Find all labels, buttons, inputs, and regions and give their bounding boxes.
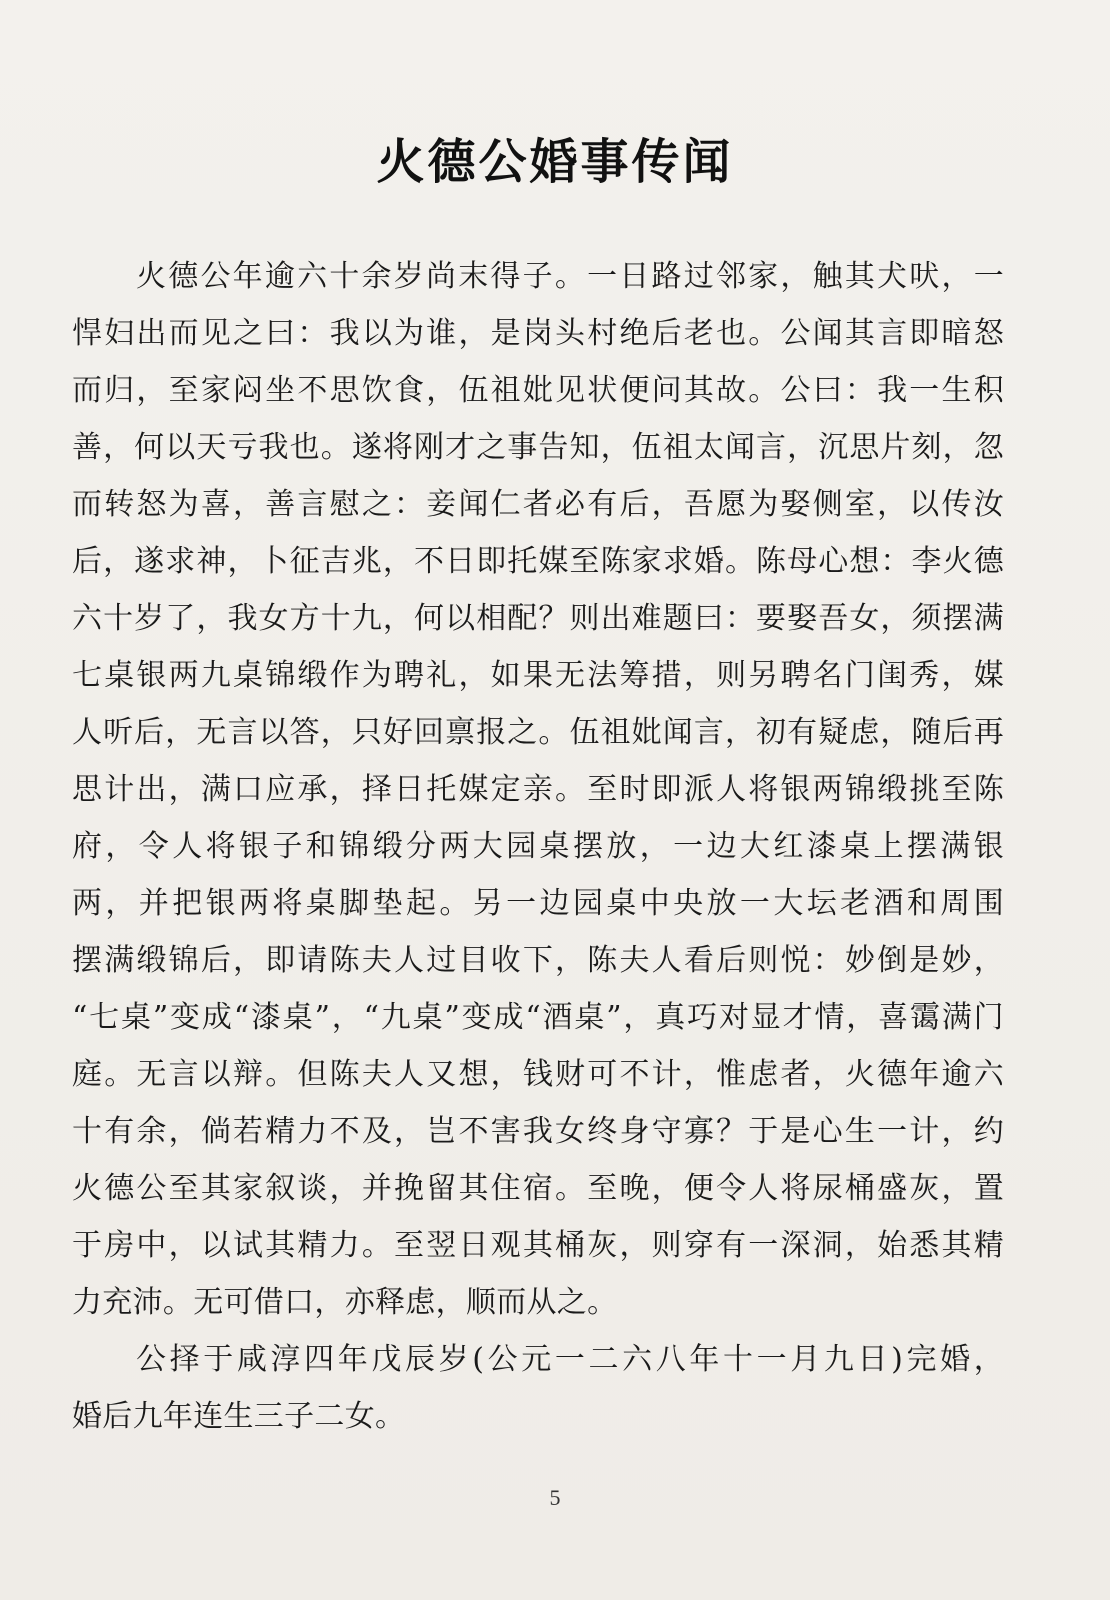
text-line: 后，遂求神，卜征吉兆，不日即托媒至陈家求婚。陈母心想：李火德 — [72, 544, 1004, 579]
text-line: 于房中，以试其精力。至翌日观其桶灰，则穿有一深洞，始悉其精 — [72, 1228, 1004, 1263]
page-title: 火德公婚事传闻 — [376, 134, 734, 190]
text-line: 人听后，无言以答，只好回禀报之。伍祖妣闻言，初有疑虑，随后再 — [72, 715, 1004, 750]
text-line: 六十岁了，我女方十九，何以相配？则出难题曰：要娶吾女，须摆满 — [72, 601, 1004, 636]
page-number: 5 — [549, 1485, 561, 1510]
text-line: 十有余，倘若精力不及，岂不害我女终身守寡？于是心生一计，约 — [72, 1114, 1004, 1149]
text-line: 悍妇出而见之曰：我以为谁，是岗头村绝后老也。公闻其言即暗怒 — [72, 316, 1004, 351]
text-line: 公择于咸淳四年戊辰岁(公元一二六八年十一月九日)完婚， — [136, 1342, 1004, 1377]
text-line: 婚后九年连生三子二女。 — [72, 1399, 406, 1434]
text-line: 两，并把银两将桌脚垫起。另一边园桌中央放一大坛老酒和周围 — [72, 886, 1004, 921]
text-line: 而归，至家闷坐不思饮食，伍祖妣见状便问其故。公曰：我一生积 — [72, 373, 1004, 408]
text-line: 庭。无言以辩。但陈夫人又想，钱财可不计，惟虑者，火德年逾六 — [72, 1057, 1004, 1092]
text-line: 火德公年逾六十余岁尚末得子。一日路过邻家，触其犬吠，一 — [136, 259, 1004, 294]
text-line: 火德公至其家叙谈，并挽留其住宿。至晚，便令人将尿桶盛灰，置 — [72, 1171, 1004, 1206]
text-line: 思计出，满口应承，择日托媒定亲。至时即派人将银两锦缎挑至陈 — [72, 772, 1004, 807]
article-body — [72, 248, 1004, 1445]
text-line: 而转怒为喜，善言慰之：妾闻仁者必有后，吾愿为娶侧室，以传汝 — [72, 487, 1004, 522]
text-line: 摆满缎锦后，即请陈夫人过目收下，陈夫人看后则悦：妙倒是妙， — [72, 943, 1004, 978]
text-line: “七桌”变成“漆桌”，“九桌”变成“酒桌”，真巧对显才情，喜霭满门 — [72, 1000, 1004, 1035]
text-line: 力充沛。无可借口，亦释虑，顺而从之。 — [72, 1285, 618, 1320]
text-line: 七桌银两九桌锦缎作为聘礼，如果无法筹措，则另聘名门闺秀，媒 — [72, 658, 1004, 693]
text-line: 善，何以天亏我也。遂将刚才之事告知，伍祖太闻言，沉思片刻，忽 — [72, 430, 1004, 465]
text-line: 府，令人将银子和锦缎分两大园桌摆放，一边大红漆桌上摆满银 — [72, 829, 1004, 864]
